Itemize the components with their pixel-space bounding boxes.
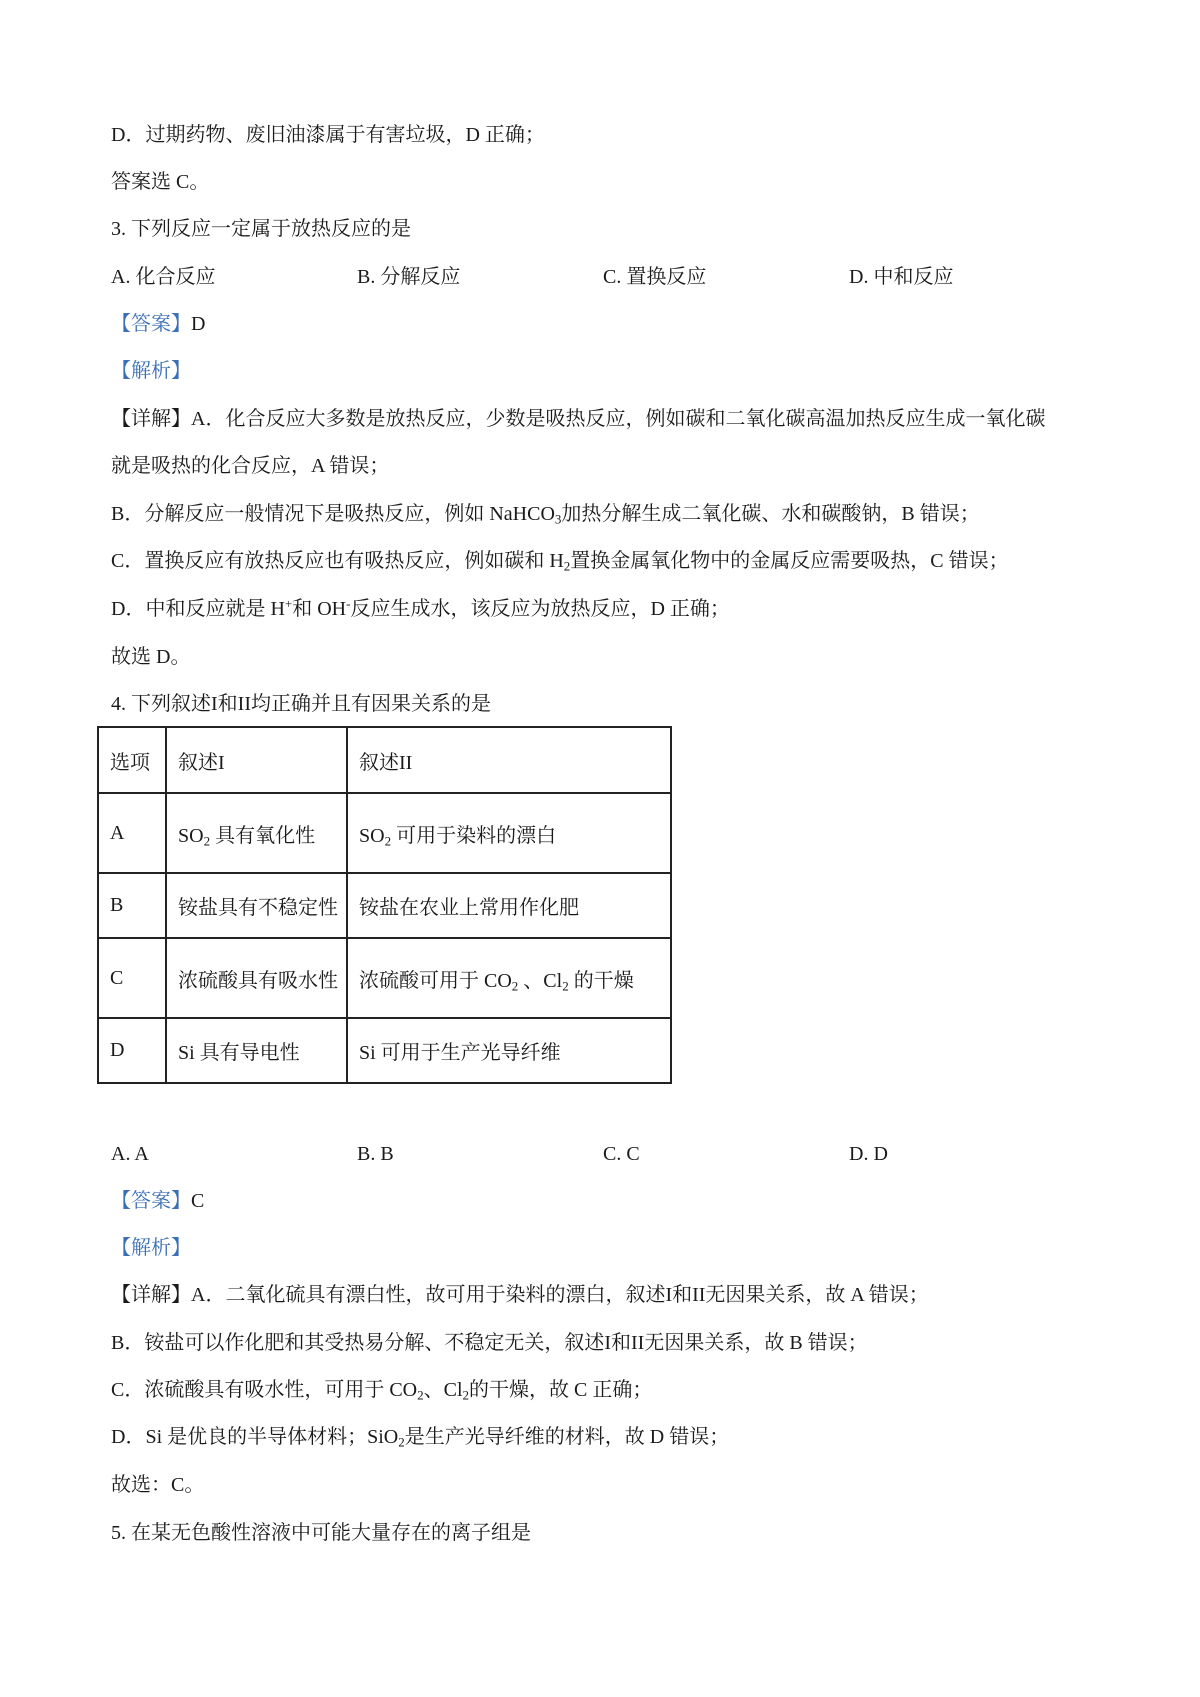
answer-value: D [191,313,206,335]
option-d: D. 中和反应 [849,266,954,288]
table-row [98,793,671,873]
table-cell: Si 可用于生产光导纤维 [347,1018,671,1083]
table-row [98,938,671,1018]
statement-table [97,726,672,1084]
table-row [98,1018,671,1083]
table-header-cell: 叙述I [166,727,347,793]
table-cell: 铵盐在农业上常用作化肥 [347,873,671,938]
table-header-row [98,727,671,793]
question-4-stem: 4. 下列叙述I和II均正确并且有因果关系的是 [111,693,491,715]
question-3-stem: 3. 下列反应一定属于放热反应的是 [111,218,411,240]
table-cell: A [98,793,166,873]
option-c: C. 置换反应 [603,266,707,288]
table-cell: D [98,1018,166,1083]
detail-text: D．Si 是优良的半导体材料；SiO$_2$是生产光导纤维的材料，故 D 错误； [111,1426,730,1450]
table-row [98,873,671,938]
table-cell: $SO_2$ 具有氧化性 [166,793,347,873]
analysis-tag: 【解析】 [111,360,191,382]
answer-line [111,1187,204,1215]
table-cell: 浓硫酸可用于 $CO_2$ 、$Cl_2$ 的干燥 [347,938,671,1018]
detail-text: 就是吸热的化合反应，A 错误； [111,455,390,477]
detail-text: B．铵盐可以作化肥和其受热易分解、不稳定无关，叙述I和II无因果关系，故 B 错误； [111,1332,868,1354]
analysis-tag: 【解析】 [111,1237,191,1259]
option-b: B. 分解反应 [357,266,461,288]
table-header-cell: 叙述II [347,727,671,793]
option-c: C. C [603,1143,640,1165]
detail-text: 【详解】A．二氧化硫具有漂白性，故可用于染料的漂白，叙述I和II无因果关系，故 A 错误； [111,1284,929,1306]
table-cell: B [98,873,166,938]
answer-text: 答案选 C。 [111,171,210,193]
table-cell: $SO_2$ 可用于染料的漂白 [347,793,671,873]
answer-value: C [191,1190,205,1212]
answer-tag: 【答案】 [111,313,191,335]
table-cell: 铵盐具有不稳定性 [166,873,347,938]
detail-text: C．浓硫酸具有吸水性，可用于 $CO_2$、$Cl_2$的干燥，故 C 正确； [111,1379,653,1403]
table-cell: C [98,938,166,1018]
option-a: A. A [111,1143,149,1165]
table-cell: Si 具有导电性 [166,1018,347,1083]
conclusion-text: 故选 D。 [111,646,191,668]
option-a: A. 化合反应 [111,266,216,288]
option-d: D. D [849,1143,888,1165]
answer-tag: 【答案】 [111,1190,191,1212]
answer-text: D．过期药物、废旧油漆属于有害垃圾，D 正确； [111,124,545,146]
question-5-stem: 5. 在某无色酸性溶液中可能大量存在的离子组是 [111,1522,531,1544]
table-header-cell: 选项 [98,727,166,793]
detail-text: D．中和反应就是 H+和 OH-反应生成水，该反应为放热反应，D 正确； [111,595,730,620]
option-b: B. B [357,1143,394,1165]
answer-line [111,310,205,338]
conclusion-text: 故选：C。 [111,1474,205,1496]
detail-text: 【详解】A．化合反应大多数是放热反应，少数是吸热反应，例如碳和二氧化碳高温加热反应生成一氧化碳 [111,408,1046,430]
table-cell: 浓硫酸具有吸水性 [166,938,347,1018]
detail-text: C．置换反应有放热反应也有吸热反应，例如碳和 $H_2$置换金属氧化物中的金属反应需要吸热，C 错误； [111,550,1009,574]
detail-text: B．分解反应一般情况下是吸热反应，例如 NaHCO$_3$加热分解生成二氧化碳、水和碳酸钠，B 错误； [111,503,980,527]
